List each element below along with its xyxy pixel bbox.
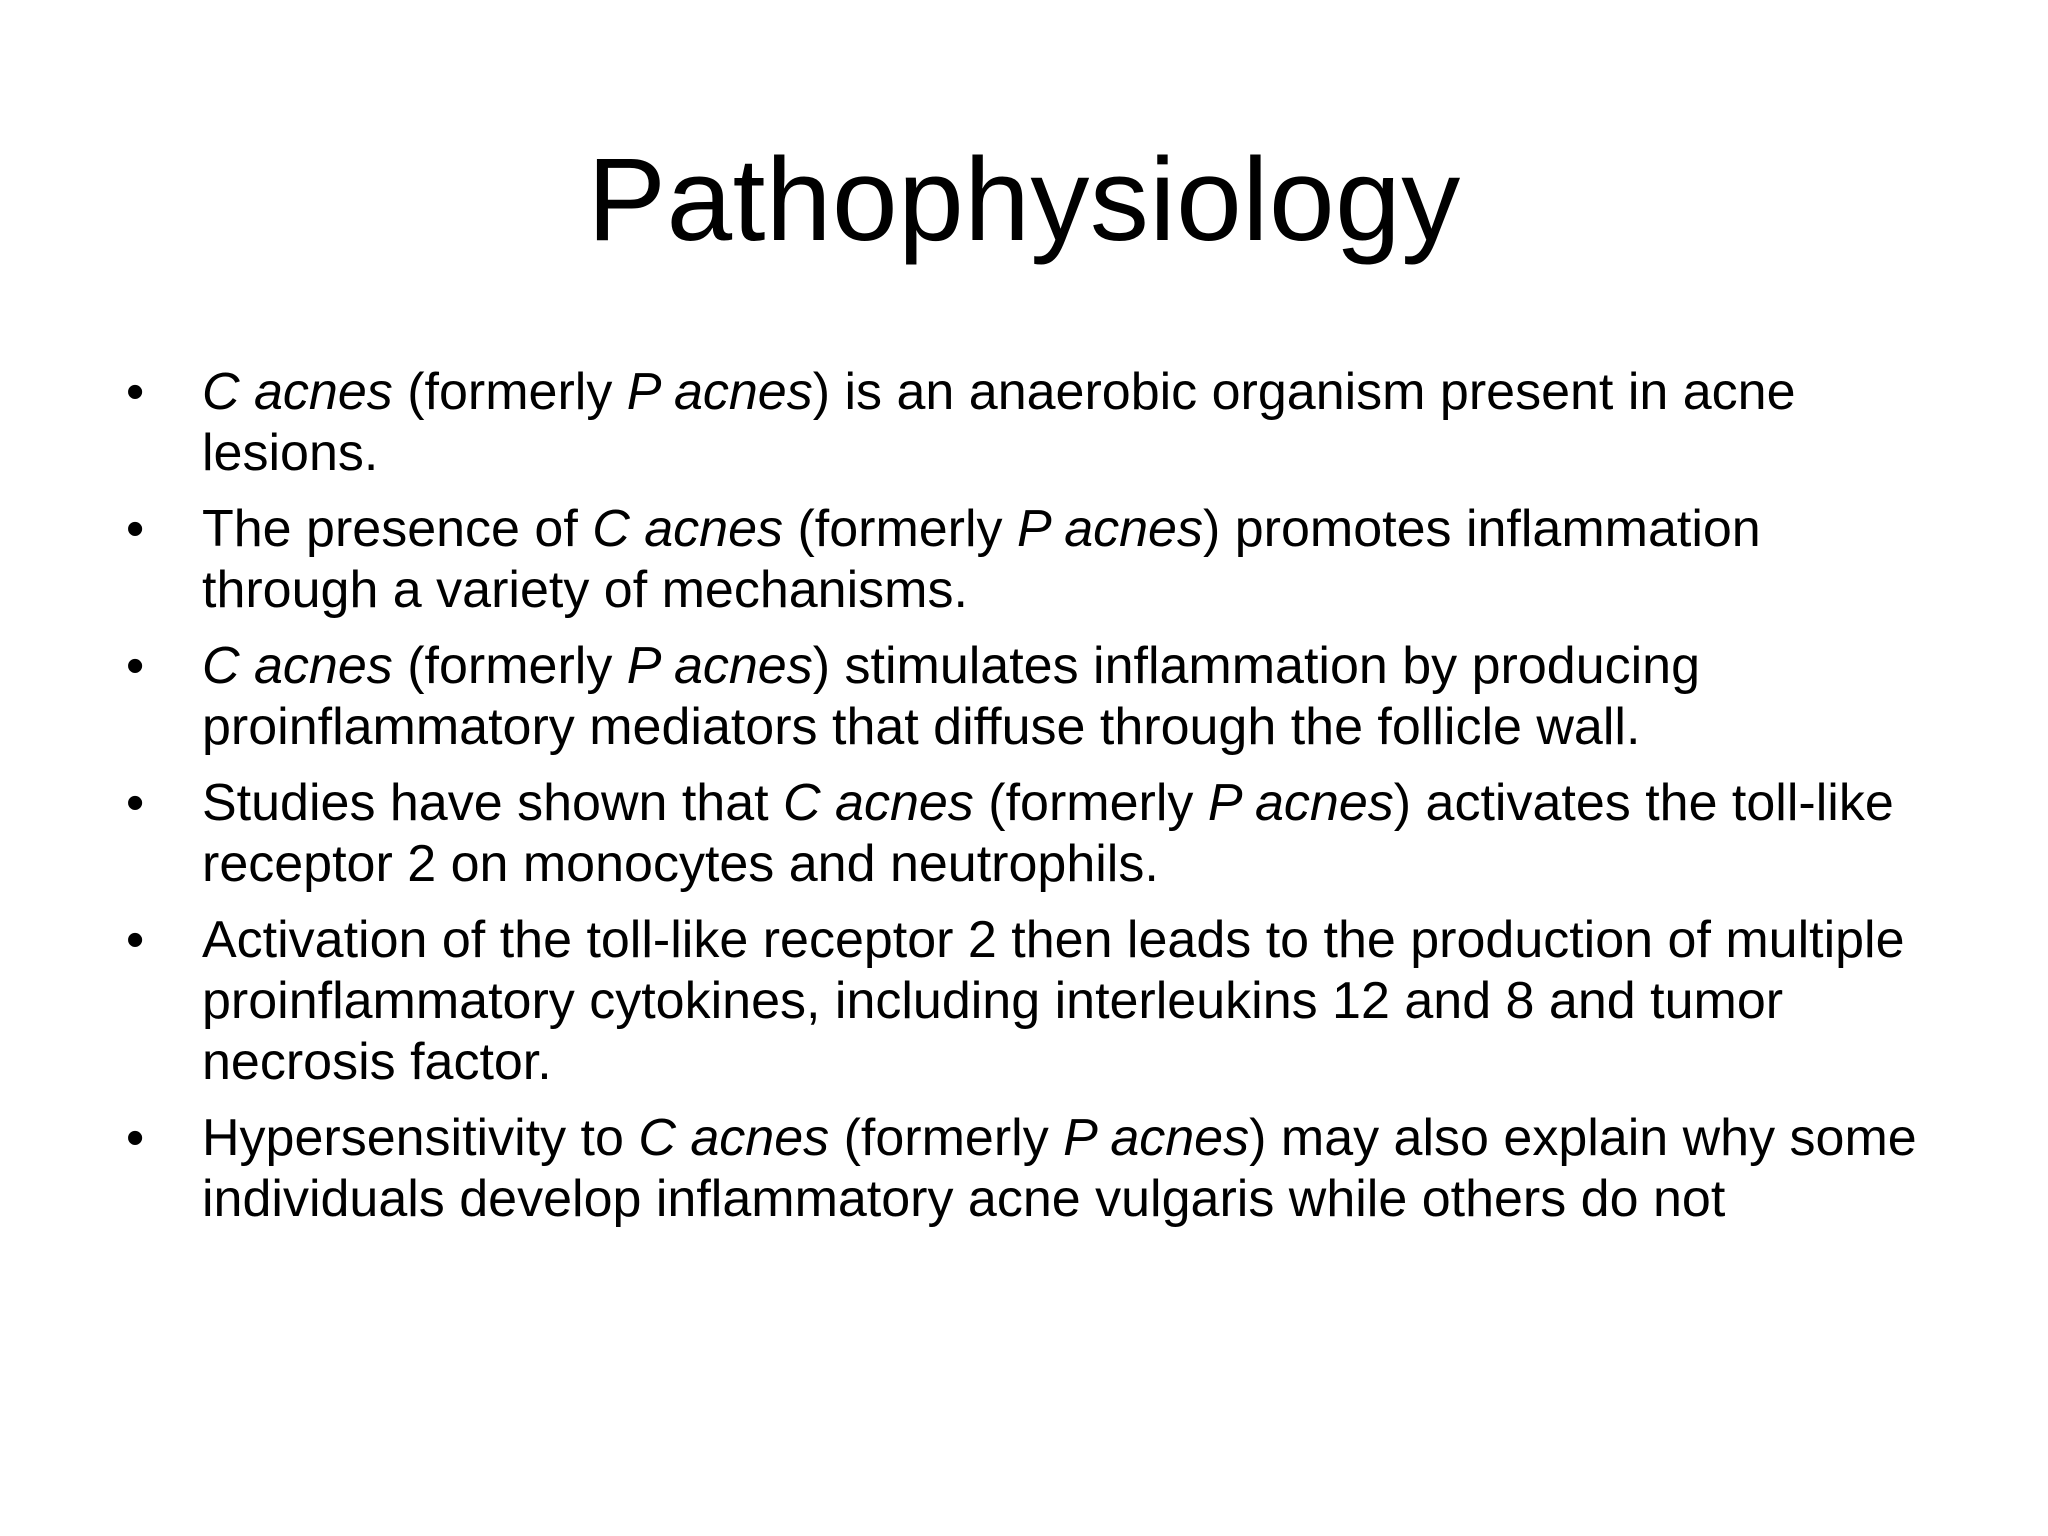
bullet-text-segment: ) promotes inflammation through a variety of mechanisms. bbox=[202, 500, 1761, 619]
bullet-item bbox=[116, 910, 1936, 1093]
bullet-text-segment: (formerly bbox=[829, 1109, 1064, 1167]
bullet-text-segment: (formerly bbox=[973, 774, 1208, 832]
bullet-text bbox=[202, 637, 1700, 756]
bullet-text bbox=[202, 911, 1905, 1091]
bullet-text-italic-segment: P acnes bbox=[1207, 774, 1394, 832]
bullet-text bbox=[202, 363, 1796, 482]
bullet-dot-icon: • bbox=[126, 500, 145, 558]
bullet-text-italic-segment: P acnes bbox=[1017, 500, 1203, 558]
bullet-text bbox=[202, 774, 1894, 893]
bullet-dot-icon: • bbox=[126, 911, 145, 969]
bullet-text bbox=[202, 500, 1761, 619]
bullet-text-segment: ) stimulates inflammation by producing proinflammatory mediators that diffuse through the follicle wall. bbox=[202, 637, 1701, 756]
bullet-text-segment: Activation of the toll-like receptor 2 then leads to the production of multiple proinflammatory cytokines, including interleukins 12 and 8 and tumor necrosis factor. bbox=[202, 911, 1905, 1091]
bullet-text-segment: (formerly bbox=[392, 363, 627, 421]
bullet-text-segment: Hypersensitivity to bbox=[202, 1109, 639, 1167]
bullet-text-segment: ) may also explain why some individuals develop inflammatory acne vulgaris while others do not bbox=[202, 1109, 1917, 1228]
bullet-dot-icon: • bbox=[126, 637, 145, 695]
bullet-text-italic-segment: P acnes bbox=[626, 637, 813, 695]
bullet-item bbox=[116, 1108, 1936, 1230]
bullet-list bbox=[116, 362, 1936, 1245]
bullet-text-segment: Studies have shown that bbox=[202, 774, 784, 832]
bullet-text-segment: ) activates the toll-like receptor 2 on monocytes and neutrophils. bbox=[202, 774, 1894, 893]
bullet-text-italic-segment: C acnes bbox=[638, 1109, 830, 1167]
bullet-dot-icon: • bbox=[126, 363, 145, 421]
bullet-dot-icon: • bbox=[126, 1109, 145, 1167]
bullet-text bbox=[202, 1109, 1917, 1228]
bullet-item bbox=[116, 499, 1936, 621]
bullet-text-italic-segment: C acnes bbox=[783, 774, 974, 832]
bullet-text-segment: (formerly bbox=[783, 500, 1017, 558]
bullet-text-italic-segment: C acnes bbox=[202, 363, 393, 421]
bullet-text-italic-segment: C acnes bbox=[592, 500, 783, 558]
bullet-text-italic-segment: P acnes bbox=[626, 363, 813, 421]
slide-title: Pathophysiology bbox=[587, 134, 1461, 266]
bullet-text-segment: The presence of bbox=[202, 500, 593, 558]
bullet-text-italic-segment: P acnes bbox=[1063, 1109, 1250, 1167]
bullet-text-segment: ) is an anaerobic organism present in acne lesions. bbox=[202, 363, 1796, 482]
bullet-item bbox=[116, 362, 1936, 484]
bullet-text-italic-segment: C acnes bbox=[202, 637, 393, 695]
bullet-text-segment: (formerly bbox=[392, 637, 627, 695]
bullet-item bbox=[116, 636, 1936, 758]
bullet-item bbox=[116, 773, 1936, 895]
bullet-dot-icon: • bbox=[126, 774, 145, 832]
